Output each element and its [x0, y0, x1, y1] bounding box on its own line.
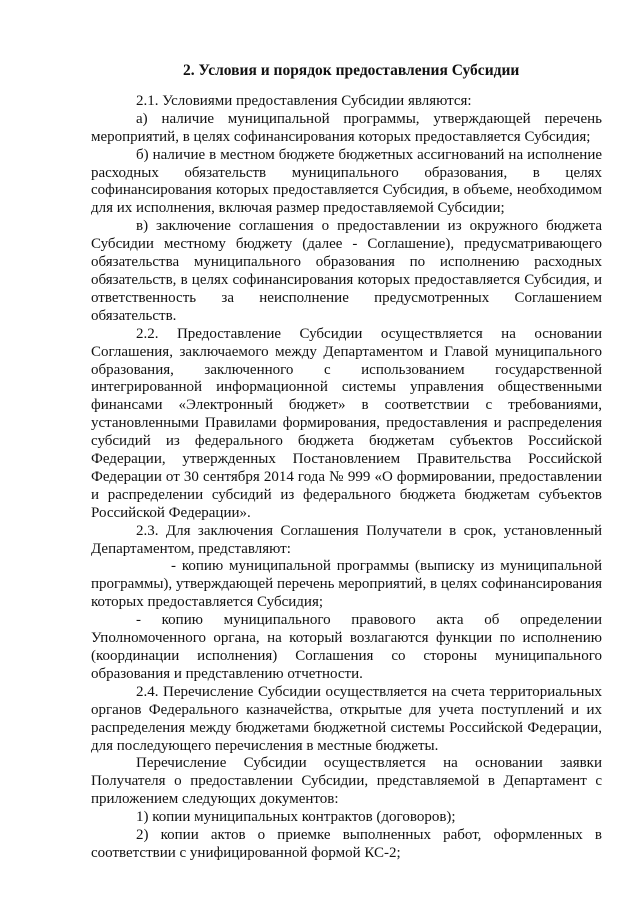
paragraph-2-1-a: а) наличие муниципальной программы, утверждающей перечень мероприятий, в целях софинансирования которых предоставляется Субсидия;	[91, 110, 602, 145]
list-item-contracts: 1) копии муниципальных контрактов (договоров);	[136, 809, 456, 826]
paragraph-2-1-v: в) заключение соглашения о предоставлении из окружного бюджета Субсидии местному бюджету (далее - Соглашение), предусматривающего обязательства муниципального образования по исполнению расходных обязательств, в целях софинансирования которых предоставляется Субсидия, и ответственность за неисполнение предусмотренных Соглашением обязательств.	[91, 218, 602, 324]
paragraph-transfer-request: Перечисление Субсидии осуществляется на основании заявки Получателя о предоставлении Субсидии, представляемой в Департамент с приложением следующих документов:	[91, 755, 602, 808]
paragraph-2-1: 2.1. Условиями предоставления Субсидии являются:	[136, 92, 472, 109]
paragraph-2-3: 2.3. Для заключения Соглашения Получатели в срок, установленный Департаментом, представляют:	[91, 522, 602, 557]
list-item-program-copy: - копию муниципальной программы (выписку из муниципальной программы), утверждающей перечень мероприятий, в целях софинансирования которых предоставляется Субсидия;	[91, 558, 602, 611]
paragraph-2-2: 2.2. Предоставление Субсидии осуществляется на основании Соглашения, заключаемого между Департаментом и Главой муниципального образования, заключенного с использованием государственной интегрированной информационной системы управления общественными финансами «Электронный бюджет» в соответствии с требованиями, установленными Правилами формирования, предоставления и распределения субсидий из федерального бюджета бюджетам субъектов Российской Федерации, утвержденных Постановлением Правительства Российской Федерации от 30 сентября 2014 года № 999 «О формировании, предоставлении и распределении субсидий из федерального бюджета бюджетам субъектов Российской Федерации».	[91, 325, 602, 521]
paragraph-2-4: 2.4. Перечисление Субсидии осуществляется на счета территориальных органов Федерального казначейства, открытые для учета поступлений и их распределения между бюджетами бюджетной системы Российской Федерации, для последующего перечисления в местные бюджеты.	[91, 683, 602, 754]
section-title: 2. Условия и порядок предоставления Субсидии	[183, 62, 520, 79]
list-item-legal-act-copy: - копию муниципального правового акта об определении Уполномоченного органа, на который возлагаются функции по исполнению (координации исполнения) Соглашения со стороны муниципального образования и представлению отчетности.	[91, 612, 602, 682]
paragraph-2-1-b: б) наличие в местном бюджете бюджетных ассигнований на исполнение расходных обязательств муниципального образования, в целях софинансирования которых предоставляется Субсидия, в объеме, необходимом для их исполнения, включая размер предоставляемой Субсидии;	[91, 146, 602, 217]
list-item-acceptance-acts: 2) копии актов о приемке выполненных работ, оформленных в соответствии с унифицированной формой КС-2;	[91, 827, 602, 861]
